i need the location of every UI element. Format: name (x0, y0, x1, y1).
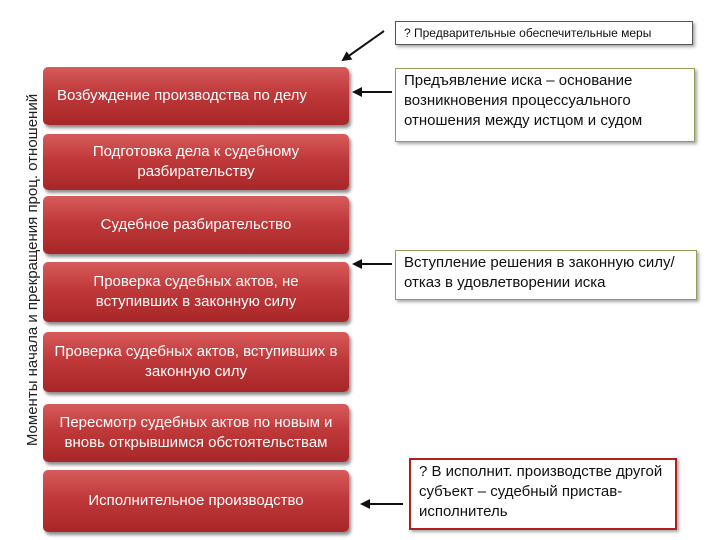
stage-cassation: Проверка судебных актов, вступивших в законную силу (43, 332, 349, 392)
stage-trial: Судебное разбирательство (43, 196, 349, 254)
stage-initiation: Возбуждение производства по делу (43, 67, 349, 125)
note-claim: Предъявление иска – основание возникновения процессуального отношения между истцом и судом (395, 68, 695, 142)
stage-review: Пересмотр судебных актов по новым и вновь открывшимся обстоятельствам (43, 404, 349, 462)
stage-enforcement: Исполнительное производство (43, 470, 349, 532)
note-interim-measures: ? Предварительные обеспечительные меры (395, 21, 693, 45)
arrow-to-start (343, 31, 384, 60)
note-enforcement: ? В исполнит. производстве другой субъект – судебный пристав-исполнитель (409, 458, 677, 530)
stage-appeal: Проверка судебных актов, не вступивших в законную силу (43, 262, 349, 322)
side-label: Моменты начала и прекращения проц. отношений (24, 93, 41, 447)
note-decision: Вступление решения в законную силу/ отказ в удовлетворении иска (395, 250, 697, 300)
stage-preparation: Подготовка дела к судебному разбирательству (43, 134, 349, 190)
